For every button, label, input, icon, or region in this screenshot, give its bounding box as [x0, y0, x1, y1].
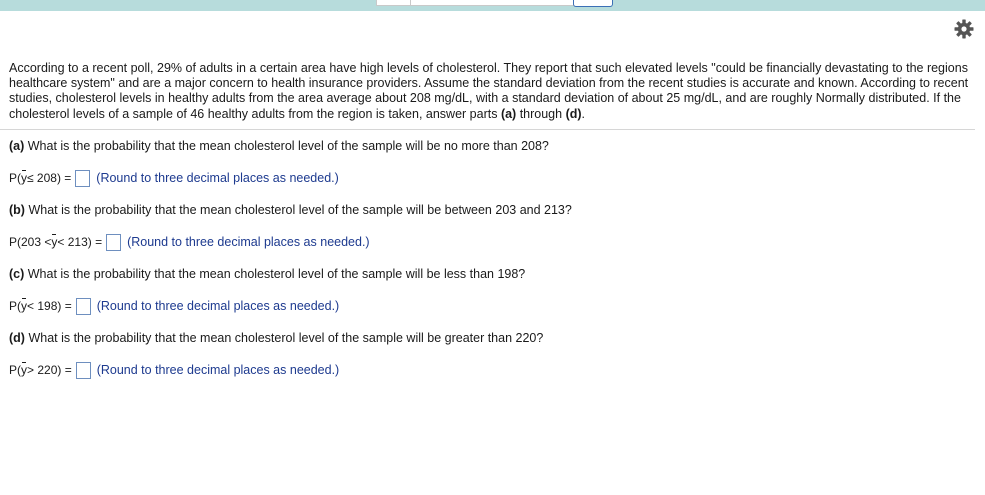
question-c: (c) What is the probability that the mean cholesterol level of the sample will be less than 198? [9, 267, 526, 281]
top-toolbar [0, 0, 985, 11]
answer-row-c: P( y < 198) = (Round to three decimal places as needed.) [9, 299, 340, 313]
rounding-hint: (Round to three decimal places as needed.) [96, 171, 339, 185]
question-a: (a) What is the probability that the mean cholesterol level of the sample will be no more than 208? [9, 139, 549, 153]
answer-input-b[interactable] [106, 234, 121, 251]
rounding-hint: (Round to three decimal places as needed.) [96, 299, 340, 313]
rounding-hint: (Round to three decimal places as needed.) [127, 235, 370, 249]
answer-row-a: P( y ≤ 208) = (Round to three decimal places as needed.) [9, 171, 339, 185]
answer-row-d: P( y > 220) = (Round to three decimal places as needed.) [9, 363, 340, 377]
divider [0, 129, 975, 130]
answer-row-b: P(203 < y < 213) = (Round to three decimal places as needed.) [9, 235, 370, 249]
rounding-hint: (Round to three decimal places as needed.) [96, 363, 340, 377]
problem-statement: According to a recent poll, 29% of adults in a certain area have high levels of cholesterol. They report that such elevated levels "could be financially devastating to the regions healthcare system" and are a major concern to health insurance providers. Assume the standard deviation from the recent studies is accurate and known. According to recent studies, cholesterol levels in healthy adults from the area average about 208 mg/dL, with a standard deviation of about 25 mg/dL, and are roughly Normally distributed. If the cholesterol levels of a sample of 46 healthy adults from the region is taken, answer parts (a) through (d). [9, 61, 969, 121]
toolbar-tab[interactable] [376, 0, 411, 6]
y-bar-symbol: y [51, 235, 58, 249]
answer-input-d[interactable] [76, 362, 91, 379]
part-d-ref: (d) [565, 106, 582, 121]
y-bar-symbol: y [21, 299, 27, 313]
y-bar-symbol: y [21, 363, 27, 377]
question-b: (b) What is the probability that the mean cholesterol level of the sample will be between 203 and 213? [9, 203, 572, 217]
gear-icon[interactable] [954, 19, 974, 39]
answer-input-c[interactable] [76, 298, 91, 315]
toolbar-tab[interactable] [410, 0, 574, 6]
y-bar-symbol: y [21, 171, 27, 185]
question-d: (d) What is the probability that the mean cholesterol level of the sample will be greater than 220? [9, 331, 544, 345]
part-a-ref: (a) [500, 106, 517, 121]
toolbar-tab-active[interactable] [573, 0, 613, 7]
answer-input-a[interactable] [75, 170, 90, 187]
